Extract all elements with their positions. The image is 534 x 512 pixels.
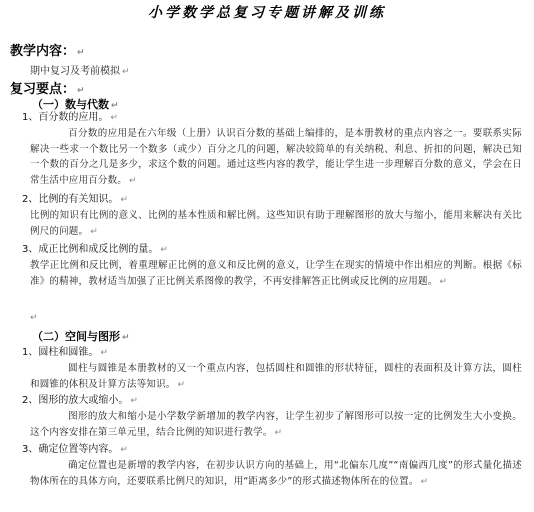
paragraph-mark: ↵: [77, 86, 85, 96]
s1-item2-label: [22, 193, 128, 207]
content-heading-text: 教学内容：: [10, 44, 76, 59]
content-text: [30, 62, 130, 77]
paragraph-mark: ↵: [439, 276, 448, 287]
s2-item1-body: 圆柱与圆锥是本册教材的又一个重点内容，包括圆柱和圆锥的形状特征，圆柱的表面积及计算方法，圆柱和圆锥的体积及计算方法等知识。: [30, 363, 522, 390]
paragraph-mark: ↵: [110, 113, 118, 123]
points-heading: [10, 78, 85, 97]
s2-item3-text: [30, 458, 522, 490]
paragraph-mark: ↵: [120, 195, 128, 205]
section1-title-text: （一）数与代数: [32, 98, 109, 111]
s2-item1-label-text: 1、圆柱和圆锥。: [22, 347, 99, 358]
paragraph-mark: ↵: [130, 396, 138, 406]
content-heading: [10, 40, 85, 59]
paragraph-mark: ↵: [111, 101, 119, 111]
s1-item2-label-text: 2、比例的有关知识。: [22, 194, 119, 205]
s1-item2-body: 比例的知识有比例的意义、比例的基本性质和解比例。这些知识有助于理解图形的放大与缩小，能用来解决有关比例尺的问题。: [30, 210, 522, 237]
paragraph-mark: ↵: [122, 333, 130, 343]
s1-item3-label: [22, 243, 168, 257]
s2-item2-label-text: 2、图形的放大或缩小。: [22, 395, 129, 406]
paragraph-mark: ↵: [120, 445, 128, 455]
s2-item2-text: [30, 409, 522, 441]
section1-title: [32, 96, 119, 112]
s2-item2-body: 图形的放大和缩小是小学数学新增加的教学内容，让学生初步了解图形可以按一定的比例发生大小变换。这个内容安排在第三单元里，结合比例的知识进行教学。: [30, 411, 522, 438]
paragraph-mark: ↵: [160, 245, 168, 255]
s2-item3-label: [22, 443, 128, 457]
blank-line: [28, 312, 38, 323]
s1-item2-text: [30, 208, 522, 240]
s1-item1-text: [30, 126, 522, 189]
paragraph-mark: ↵: [90, 226, 98, 237]
s2-item3-label-text: 3、确定位置等内容。: [22, 444, 119, 455]
s1-item1-body: 百分数的应用是在六年级（上册）认识百分数的基础上编排的，是本册教材的重点内容之一。要联系实际解决一些求一个数比另一个数多（或少）百分之几的问题，解决较简单的有关纳税、利息、折扣的问题，解决已知一个数的百分之几是多少，求这个数的问题。通过这些内容的教学，能让学生进一步理解百分数的意义，学会在日常生活中应用百分数。: [30, 128, 522, 186]
s1-item3-body: 教学正比例和反比例，着重理解正比例的意义和反比例的意义，让学生在现实的情境中作出相应的判断。根据《标准》的精神，教材适当加强了正比例关系图像的教学，不再安排解答正比例或反比例的应用题。: [30, 260, 522, 287]
points-heading-text: 复习要点：: [10, 82, 76, 97]
paragraph-mark: ↵: [122, 67, 130, 77]
paragraph-mark: ↵: [177, 379, 186, 390]
content-text-value: 期中复习及考前模拟: [30, 66, 120, 77]
s2-item2-label: [22, 394, 138, 408]
paragraph-mark: ↵: [100, 348, 108, 358]
paragraph-mark: ↵: [274, 427, 283, 438]
paragraph-mark: ↵: [30, 313, 38, 323]
s1-item1-label-text: 1、百分数的应用。: [22, 112, 109, 123]
s1-item3-text: [30, 258, 522, 290]
paragraph-mark: ↵: [77, 48, 85, 58]
section2-title: [32, 328, 130, 344]
document-title: 小学数学总复习专题讲解及训练: [148, 5, 386, 21]
s1-item3-label-text: 3、成正比例和成反比例的量。: [22, 244, 159, 255]
s2-item1-text: [30, 361, 522, 393]
section2-title-text: （二）空间与图形: [32, 330, 120, 343]
paragraph-mark: ↵: [420, 476, 429, 487]
s1-item1-label: [22, 111, 118, 125]
s2-item1-label: [22, 346, 108, 360]
s2-item3-body: 确定位置也是新增的教学内容，在初步认识方向的基础上，用“北偏东几度”“南偏西几度”的形式量化描述物体所在的具体方向，还要联系比例尺的知识，用“距离多少”的形式描述物体所在的位置。: [30, 460, 522, 487]
paragraph-mark: ↵: [129, 175, 137, 186]
